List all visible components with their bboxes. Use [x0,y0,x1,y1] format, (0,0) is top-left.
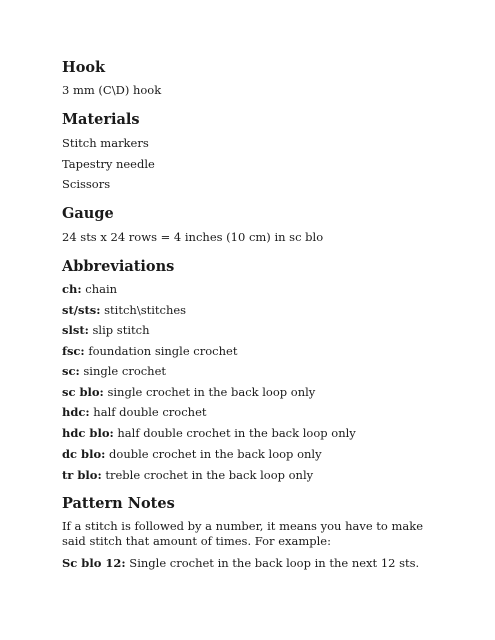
abbreviation-definition: slip stitch [88,323,150,337]
pattern-notes-example [62,556,419,570]
materials-item: Stitch markers [62,136,149,150]
abbreviation-term: sc: [62,364,80,378]
abbreviation-term: fsc: [62,344,85,358]
abbreviation-definition: foundation single crochet [84,344,238,358]
hook-heading: Hook [62,59,106,76]
abbreviation-item [62,323,149,337]
gauge-heading: Gauge [62,205,114,222]
abbreviation-item [62,344,237,358]
abbreviation-definition: chain [81,282,118,296]
abbreviation-item [62,364,166,378]
abbreviation-item [62,405,207,419]
abbreviation-term: tr blo: [62,468,102,482]
abbreviation-term: hdc: [62,405,90,419]
abbreviation-definition: half double crochet [89,405,207,419]
abbreviation-item [62,468,313,482]
abbreviation-item [62,282,117,296]
example-definition: Single crochet in the back loop in the next 12 sts. [125,556,420,570]
abbreviation-definition: stitch\stitches [100,303,187,317]
materials-heading: Materials [62,111,140,128]
abbreviation-term: sc blo: [62,385,104,399]
abbreviation-term: ch: [62,282,82,296]
abbreviation-term: dc blo: [62,447,106,461]
abbreviation-item [62,385,315,399]
pattern-notes-heading: Pattern Notes [62,495,175,512]
abbreviation-definition: single crochet in the back loop only [103,385,316,399]
gauge-text: 24 sts x 24 rows = 4 inches (10 cm) in sc blo [62,230,324,244]
materials-item: Tapestry needle [62,157,155,171]
abbreviation-definition: treble crochet in the back loop only [101,468,314,482]
abbreviation-definition: half double crochet in the back loop only [113,426,356,440]
materials-item: Scissors [62,177,111,191]
abbreviation-term: st/sts: [62,303,101,317]
abbreviation-definition: single crochet [79,364,167,378]
example-term: Sc blo 12: [62,556,126,570]
abbreviation-item [62,426,356,440]
abbreviation-item [62,303,186,317]
abbreviation-definition: double crochet in the back loop only [105,447,322,461]
abbreviations-heading: Abbreviations [62,258,175,275]
pattern-notes-paragraph: If a stitch is followed by a number, it means you have to make said stitch that amount of times. For example: [62,519,424,548]
abbreviation-term: hdc blo: [62,426,114,440]
abbreviation-item [62,447,322,461]
abbreviation-term: slst: [62,323,89,337]
hook-text: 3 mm (C\D) hook [62,83,162,97]
